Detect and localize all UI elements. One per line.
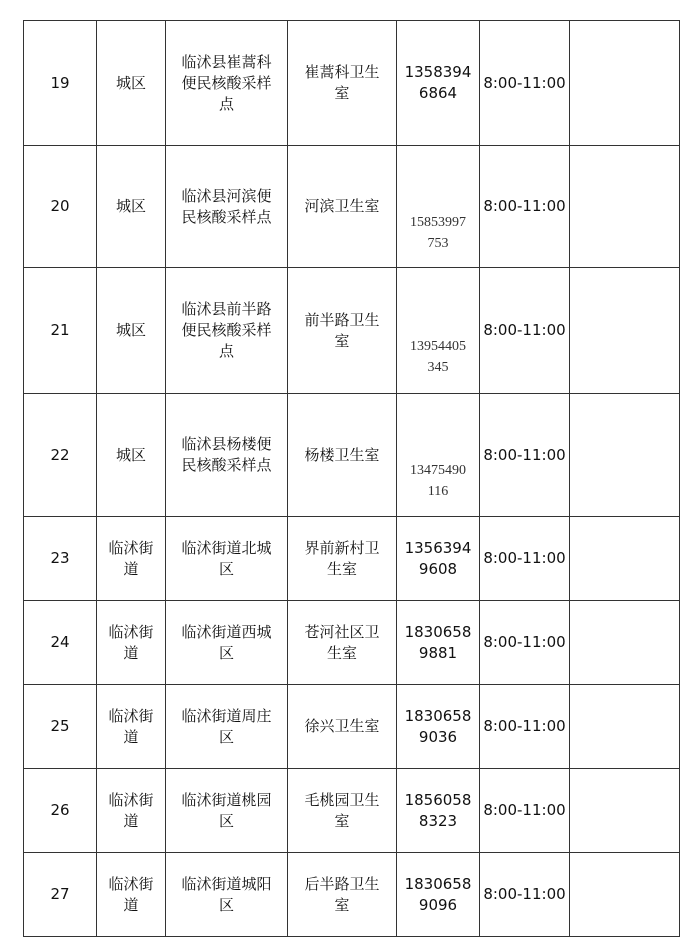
area-cell: 城区 (97, 268, 166, 394)
phone-cell: 13954405 345 (397, 268, 480, 394)
note-cell (570, 517, 680, 601)
row-number: 23 (24, 517, 97, 601)
table-row (24, 769, 680, 853)
site-name-cell: 临沭街道周庄 区 (166, 685, 288, 769)
row-number: 19 (24, 21, 97, 146)
note-cell (570, 769, 680, 853)
table-row (24, 146, 680, 268)
phone-cell: 1830658 9036 (397, 685, 480, 769)
note-cell (570, 601, 680, 685)
table-row (24, 853, 680, 937)
phone-cell: 1358394 6864 (397, 21, 480, 146)
clinic-cell: 崔蒿科卫生 室 (288, 21, 397, 146)
site-name-cell: 临沭街道北城 区 (166, 517, 288, 601)
phone-cell: 1856058 8323 (397, 769, 480, 853)
hours-cell: 8:00-11:00 (480, 769, 570, 853)
row-number: 25 (24, 685, 97, 769)
site-name-cell: 临沭县崔蒿科 便民核酸采样 点 (166, 21, 288, 146)
area-cell: 城区 (97, 21, 166, 146)
area-cell: 临沭街 道 (97, 769, 166, 853)
table-row (24, 601, 680, 685)
note-cell (570, 685, 680, 769)
row-number: 27 (24, 853, 97, 937)
clinic-cell: 杨楼卫生室 (288, 394, 397, 517)
hours-cell: 8:00-11:00 (480, 517, 570, 601)
site-name-cell: 临沭街道桃园 区 (166, 769, 288, 853)
table-row (24, 268, 680, 394)
note-cell (570, 853, 680, 937)
clinic-cell: 苍河社区卫 生室 (288, 601, 397, 685)
row-number: 26 (24, 769, 97, 853)
area-cell: 临沭街 道 (97, 685, 166, 769)
area-cell: 临沭街 道 (97, 601, 166, 685)
site-name-cell: 临沭县河滨便 民核酸采样点 (166, 146, 288, 268)
site-name-cell: 临沭街道城阳 区 (166, 853, 288, 937)
site-name-cell: 临沭县杨楼便 民核酸采样点 (166, 394, 288, 517)
row-number: 20 (24, 146, 97, 268)
phone-cell: 15853997 753 (397, 146, 480, 268)
table-row (24, 394, 680, 517)
row-number: 22 (24, 394, 97, 517)
hours-cell: 8:00-11:00 (480, 853, 570, 937)
hours-cell: 8:00-11:00 (480, 146, 570, 268)
note-cell (570, 268, 680, 394)
phone-cell: 1830658 9881 (397, 601, 480, 685)
hours-cell: 8:00-11:00 (480, 394, 570, 517)
note-cell (570, 21, 680, 146)
phone-cell: 13475490 116 (397, 394, 480, 517)
clinic-cell: 界前新村卫 生室 (288, 517, 397, 601)
hours-cell: 8:00-11:00 (480, 268, 570, 394)
area-cell: 临沭街 道 (97, 517, 166, 601)
site-name-cell: 临沭县前半路 便民核酸采样 点 (166, 268, 288, 394)
table-row (24, 21, 680, 146)
clinic-cell: 后半路卫生 室 (288, 853, 397, 937)
phone-cell: 1830658 9096 (397, 853, 480, 937)
area-cell: 城区 (97, 394, 166, 517)
hours-cell: 8:00-11:00 (480, 21, 570, 146)
table-row (24, 517, 680, 601)
clinic-cell: 河滨卫生室 (288, 146, 397, 268)
phone-cell: 1356394 9608 (397, 517, 480, 601)
clinic-cell: 徐兴卫生室 (288, 685, 397, 769)
row-number: 21 (24, 268, 97, 394)
note-cell (570, 394, 680, 517)
note-cell (570, 146, 680, 268)
clinic-cell: 毛桃园卫生 室 (288, 769, 397, 853)
area-cell: 城区 (97, 146, 166, 268)
site-name-cell: 临沭街道西城 区 (166, 601, 288, 685)
hours-cell: 8:00-11:00 (480, 601, 570, 685)
row-number: 24 (24, 601, 97, 685)
area-cell: 临沭街 道 (97, 853, 166, 937)
sampling-sites-table (23, 20, 680, 937)
clinic-cell: 前半路卫生 室 (288, 268, 397, 394)
hours-cell: 8:00-11:00 (480, 685, 570, 769)
table-row (24, 685, 680, 769)
